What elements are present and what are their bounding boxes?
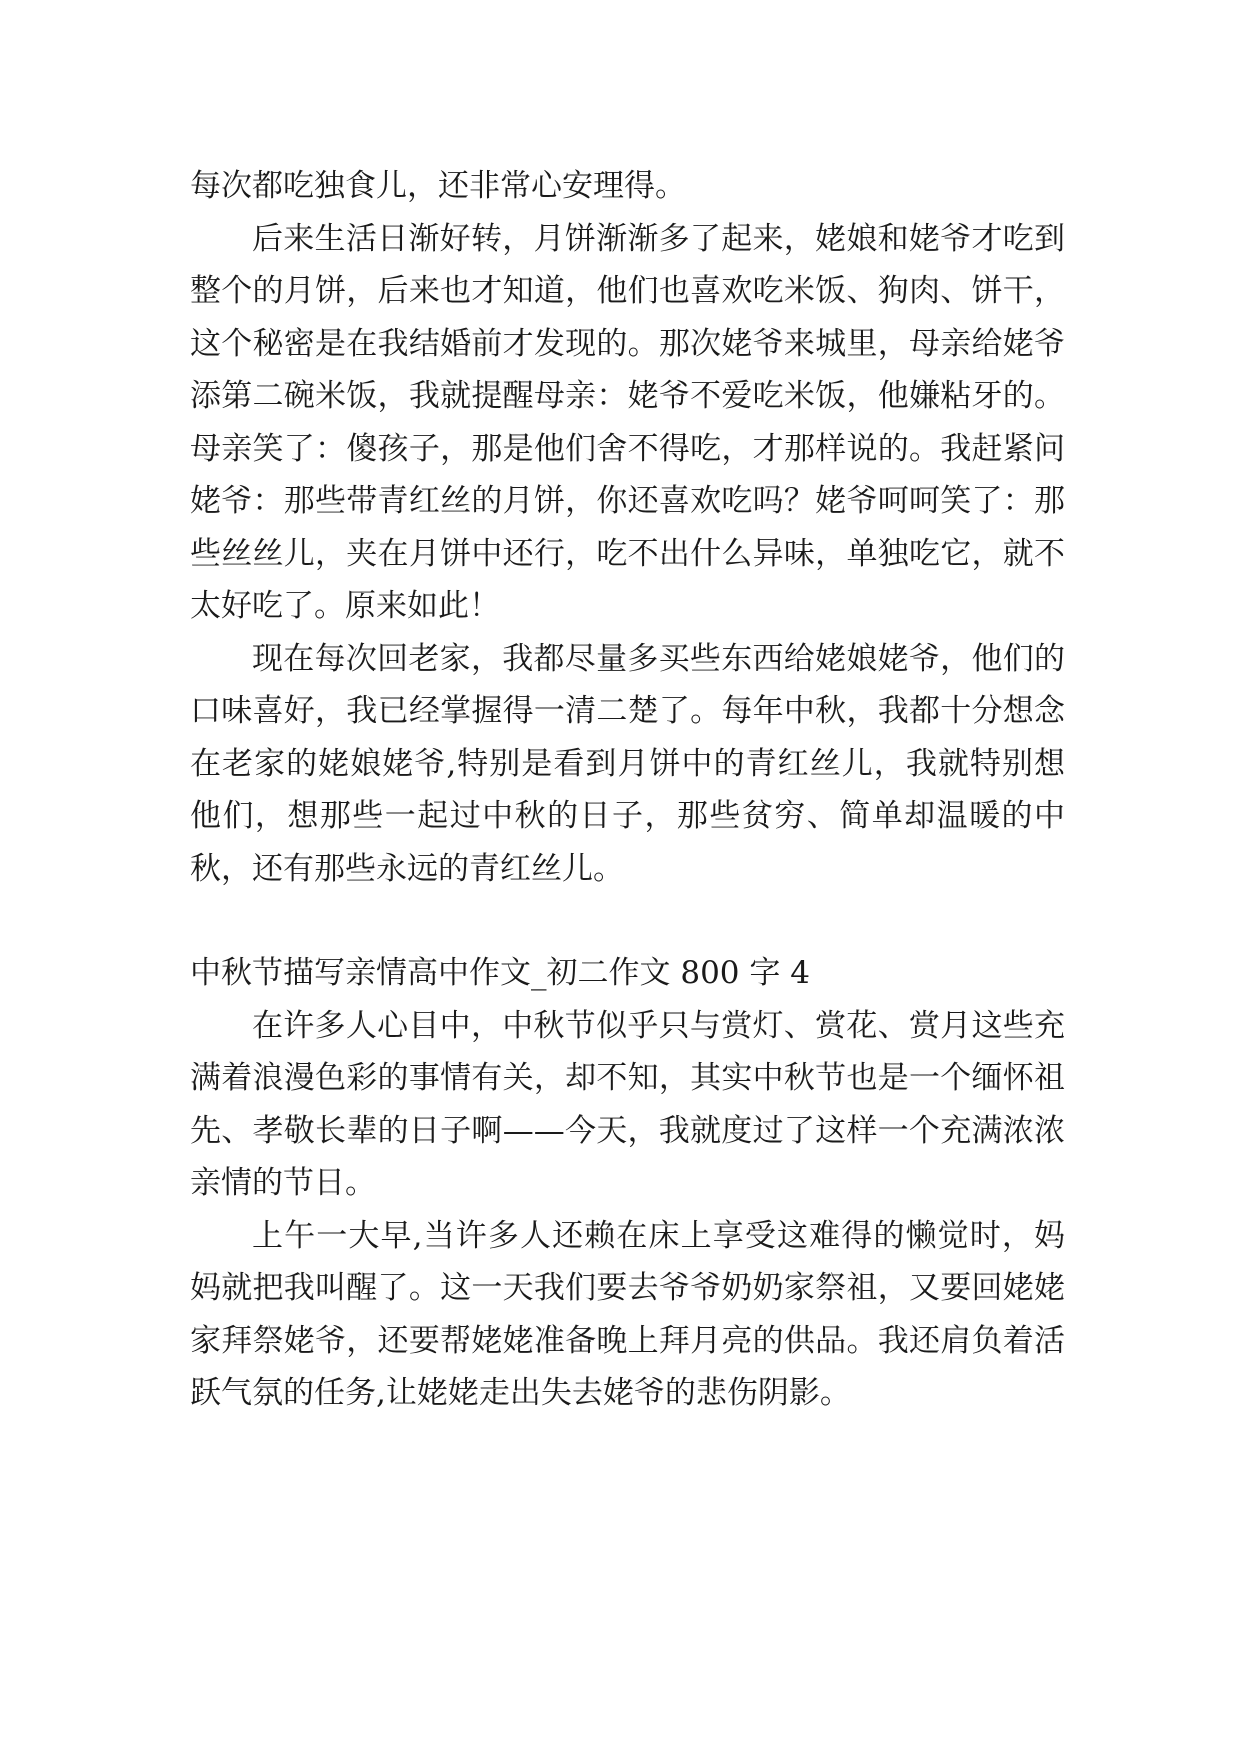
paragraph-morning: 上午一大早,当许多人还赖在床上享受这难得的懒觉时，妈妈就把我叫醒了。这一天我们要去爷爷奶奶家祭祖，又要回姥姥家拜祭姥爷，还要帮姥姥准备晚上拜月亮的供品。我还肩负着活跃气氛的任务,让姥姥走出失去姥爷的悲伤阴影。 (190, 1217, 1065, 1411)
document-body (190, 160, 1065, 1420)
section-heading: 中秋节描写亲情高中作文_初二作文 800 字 4 (190, 955, 810, 991)
paragraph-continuation: 每次都吃独食儿，还非常心安理得。 (190, 168, 686, 204)
paragraph-later-life: 后来生活日渐好转，月饼渐渐多了起来，姥娘和姥爷才吃到整个的月饼，后来也才知道，他们也喜欢吃米饭、狗肉、饼干，这个秘密是在我结婚前才发现的。那次姥爷来城里，母亲给姥爷添第二碗米饭，我就提醒母亲：姥爷不爱吃米饭，他嫌粘牙的。母亲笑了：傻孩子，那是他们舍不得吃，才那样说的。我赶紧问姥爷：那些带青红丝的月饼，你还喜欢吃吗？姥爷呵呵笑了：那些丝丝儿，夹在月饼中还行，吃不出什么异味，单独吃它，就不太好吃了。原来如此！ (190, 220, 1065, 624)
paragraph-now-return-home: 现在每次回老家，我都尽量多买些东西给姥娘姥爷，他们的口味喜好，我已经掌握得一清二楚了。每年中秋，我都十分想念在老家的姥娘姥爷,特别是看到月饼中的青红丝儿，我就特别想他们，想那些一起过中秋的日子，那些贫穷、简单却温暖的中秋，还有那些永远的青红丝儿。 (190, 640, 1065, 887)
paragraph-mid-autumn-meaning: 在许多人心目中，中秋节似乎只与赏灯、赏花、赏月这些充满着浪漫色彩的事情有关，却不知，其实中秋节也是一个缅怀祖先、孝敬长辈的日子啊——今天，我就度过了这样一个充满浓浓亲情的节日。 (190, 1007, 1065, 1201)
